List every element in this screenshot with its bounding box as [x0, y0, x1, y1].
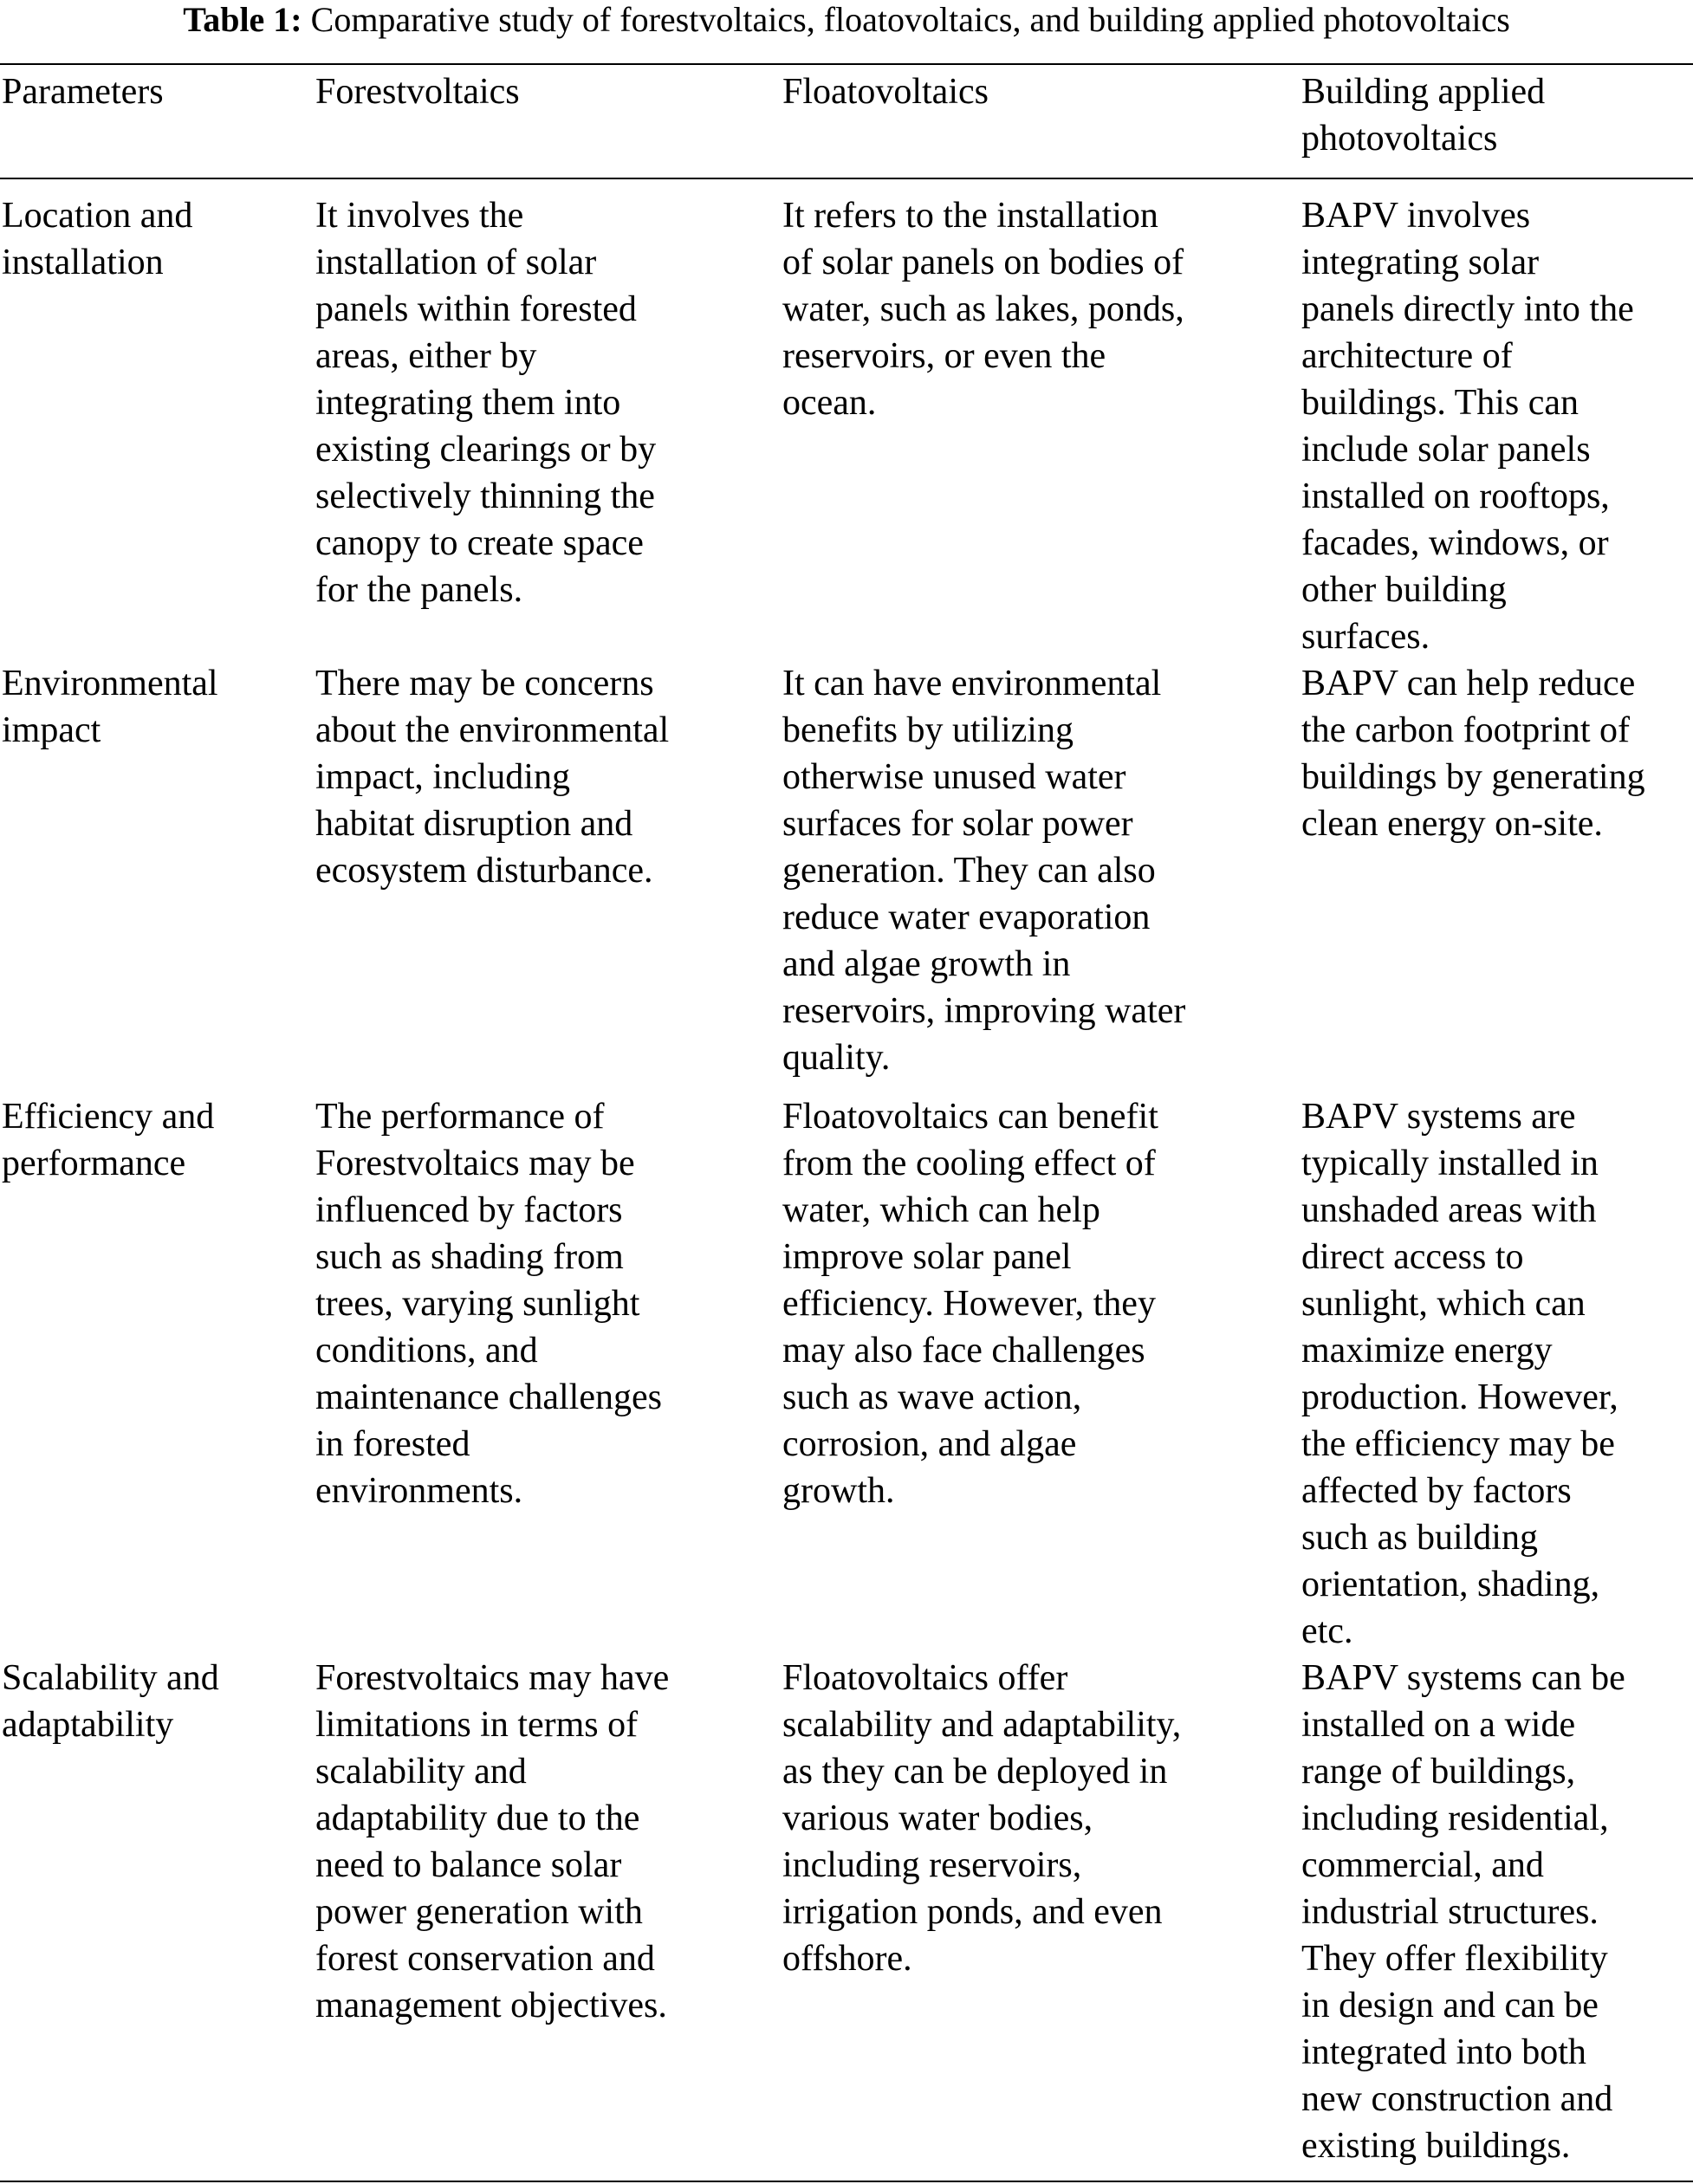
cell-line: ecosystem disturbance.: [315, 851, 653, 891]
row-3-parameter: [2, 1093, 214, 1187]
cell-line: architecture of: [1301, 336, 1513, 376]
cell-line: conditions, and: [315, 1331, 538, 1371]
row-1-forestvoltaics: [315, 192, 656, 613]
cell-line: efficiency. However, they: [782, 1284, 1156, 1324]
table-bottom-rule: [0, 2181, 1693, 2182]
cell-line: various water bodies,: [782, 1798, 1093, 1838]
cell-line: and algae growth in: [782, 944, 1071, 984]
cell-line: typically installed in: [1301, 1144, 1599, 1183]
header-line: photovoltaics: [1301, 119, 1498, 159]
row-4-floatovoltaics: [782, 1655, 1181, 1982]
cell-line: generation. They can also: [782, 851, 1156, 891]
row-2-parameter: [2, 660, 218, 754]
header-line: Forestvoltaics: [315, 72, 520, 112]
row-2-forestvoltaics: [315, 660, 669, 894]
cell-line: new construction and: [1301, 2079, 1613, 2119]
cell-line: may also face challenges: [782, 1331, 1145, 1371]
cell-line: benefits by utilizing: [782, 710, 1074, 750]
cell-line: buildings. This can: [1301, 383, 1579, 423]
cell-line: industrial structures.: [1301, 1892, 1599, 1932]
cell-line: Floatovoltaics offer: [782, 1658, 1068, 1698]
cell-line: BAPV can help reduce: [1301, 664, 1636, 703]
cell-line: impact, including: [315, 757, 570, 797]
cell-line: about the environmental: [315, 710, 670, 750]
cell-line: integrated into both: [1301, 2032, 1586, 2072]
cell-line: The performance of: [315, 1097, 605, 1137]
cell-line: etc.: [1301, 1611, 1353, 1651]
row-4-forestvoltaics: [315, 1655, 669, 2029]
cell-line: BAPV systems can be: [1301, 1658, 1625, 1698]
header-floatovoltaics: [782, 68, 989, 115]
row-4-bapv: [1301, 1655, 1625, 2169]
cell-line: existing buildings.: [1301, 2126, 1571, 2166]
cell-line: integrating solar: [1301, 243, 1540, 282]
cell-line: Location and: [2, 196, 193, 236]
cell-line: performance: [2, 1144, 186, 1183]
cell-line: the efficiency may be: [1301, 1424, 1615, 1464]
cell-line: It involves the: [315, 196, 524, 236]
cell-line: integrating them into: [315, 383, 621, 423]
cell-line: selectively thinning the: [315, 476, 655, 516]
cell-line: growth.: [782, 1471, 895, 1511]
cell-line: improve solar panel: [782, 1237, 1072, 1277]
cell-line: power generation with: [315, 1892, 643, 1932]
cell-line: Floatovoltaics can benefit: [782, 1097, 1158, 1137]
cell-line: panels directly into the: [1301, 289, 1634, 329]
table-caption-label: Table 1:: [183, 0, 302, 39]
cell-line: habitat disruption and: [315, 804, 633, 844]
cell-line: for the panels.: [315, 570, 523, 610]
cell-line: commercial, and: [1301, 1845, 1544, 1885]
table-top-rule: [0, 63, 1693, 65]
cell-line: sunlight, which can: [1301, 1284, 1586, 1324]
cell-line: facades, windows, or: [1301, 523, 1609, 563]
cell-line: surfaces for solar power: [782, 804, 1133, 844]
cell-line: irrigation ponds, and even: [782, 1892, 1163, 1932]
cell-line: management objectives.: [315, 1986, 667, 2025]
cell-line: canopy to create space: [315, 523, 644, 563]
cell-line: areas, either by: [315, 336, 537, 376]
header-line: Floatovoltaics: [782, 72, 989, 112]
cell-line: reservoirs, or even the: [782, 336, 1106, 376]
cell-line: the carbon footprint of: [1301, 710, 1631, 750]
cell-line: as they can be deployed in: [782, 1752, 1168, 1792]
row-3-bapv: [1301, 1093, 1618, 1655]
cell-line: orientation, shading,: [1301, 1565, 1600, 1604]
cell-line: It refers to the installation: [782, 196, 1158, 236]
cell-line: It can have environmental: [782, 664, 1162, 703]
cell-line: Scalability and: [2, 1658, 219, 1698]
cell-line: Environmental: [2, 664, 218, 703]
header-parameters: [2, 68, 164, 115]
cell-line: water, which can help: [782, 1190, 1100, 1230]
header-line: Parameters: [2, 72, 164, 112]
cell-line: trees, varying sunlight: [315, 1284, 640, 1324]
cell-line: otherwise unused water: [782, 757, 1126, 797]
cell-line: surfaces.: [1301, 617, 1430, 657]
cell-line: installation: [2, 243, 164, 282]
cell-line: range of buildings,: [1301, 1752, 1576, 1792]
cell-line: BAPV systems are: [1301, 1097, 1576, 1137]
cell-line: other building: [1301, 570, 1507, 610]
cell-line: such as building: [1301, 1518, 1538, 1558]
cell-line: in forested: [315, 1424, 470, 1464]
cell-line: buildings by generating: [1301, 757, 1645, 797]
table-caption: [0, 0, 1693, 40]
cell-line: scalability and adaptability,: [782, 1705, 1182, 1745]
cell-line: influenced by factors: [315, 1190, 623, 1230]
cell-line: need to balance solar: [315, 1845, 622, 1885]
cell-line: from the cooling effect of: [782, 1144, 1156, 1183]
cell-line: ocean.: [782, 383, 877, 423]
table-header-rule: [0, 178, 1693, 179]
cell-line: including reservoirs,: [782, 1845, 1082, 1885]
cell-line: such as wave action,: [782, 1377, 1082, 1417]
cell-line: clean energy on-site.: [1301, 804, 1603, 844]
cell-line: BAPV involves: [1301, 196, 1531, 236]
cell-line: installation of solar: [315, 243, 597, 282]
cell-line: reservoirs, improving water: [782, 991, 1186, 1031]
cell-line: of solar panels on bodies of: [782, 243, 1184, 282]
cell-line: installed on a wide: [1301, 1705, 1576, 1745]
table-caption-text: Comparative study of forestvoltaics, floatovoltaics, and building applied photovoltaics: [310, 0, 1510, 39]
cell-line: production. However,: [1301, 1377, 1618, 1417]
cell-line: forest conservation and: [315, 1939, 655, 1979]
cell-line: panels within forested: [315, 289, 637, 329]
cell-line: scalability and: [315, 1752, 527, 1792]
row-2-floatovoltaics: [782, 660, 1185, 1081]
cell-line: quality.: [782, 1038, 891, 1078]
cell-line: Forestvoltaics may be: [315, 1144, 635, 1183]
row-4-parameter: [2, 1655, 219, 1748]
cell-line: offshore.: [782, 1939, 912, 1979]
row-2-bapv: [1301, 660, 1645, 847]
cell-line: installed on rooftops,: [1301, 476, 1610, 516]
cell-line: maintenance challenges: [315, 1377, 662, 1417]
cell-line: adaptability due to the: [315, 1798, 640, 1838]
cell-line: water, such as lakes, ponds,: [782, 289, 1184, 329]
cell-line: impact: [2, 710, 101, 750]
cell-line: adaptability: [2, 1705, 174, 1745]
cell-line: including residential,: [1301, 1798, 1609, 1838]
row-3-forestvoltaics: [315, 1093, 662, 1514]
row-1-bapv: [1301, 192, 1634, 660]
header-forestvoltaics: [315, 68, 520, 115]
cell-line: corrosion, and algae: [782, 1424, 1077, 1464]
cell-line: such as shading from: [315, 1237, 624, 1277]
cell-line: They offer flexibility: [1301, 1939, 1608, 1979]
cell-line: direct access to: [1301, 1237, 1524, 1277]
row-1-floatovoltaics: [782, 192, 1184, 426]
cell-line: unshaded areas with: [1301, 1190, 1597, 1230]
cell-line: include solar panels: [1301, 430, 1591, 470]
row-1-parameter: [2, 192, 192, 286]
cell-line: There may be concerns: [315, 664, 654, 703]
cell-line: affected by factors: [1301, 1471, 1572, 1511]
row-3-floatovoltaics: [782, 1093, 1158, 1514]
header-bapv: [1301, 68, 1545, 162]
header-line: Building applied: [1301, 72, 1546, 112]
cell-line: Forestvoltaics may have: [315, 1658, 670, 1698]
cell-line: reduce water evaporation: [782, 898, 1151, 937]
cell-line: environments.: [315, 1471, 523, 1511]
cell-line: existing clearings or by: [315, 430, 657, 470]
cell-line: in design and can be: [1301, 1986, 1599, 2025]
cell-line: limitations in terms of: [315, 1705, 639, 1745]
cell-line: maximize energy: [1301, 1331, 1553, 1371]
cell-line: Efficiency and: [2, 1097, 215, 1137]
